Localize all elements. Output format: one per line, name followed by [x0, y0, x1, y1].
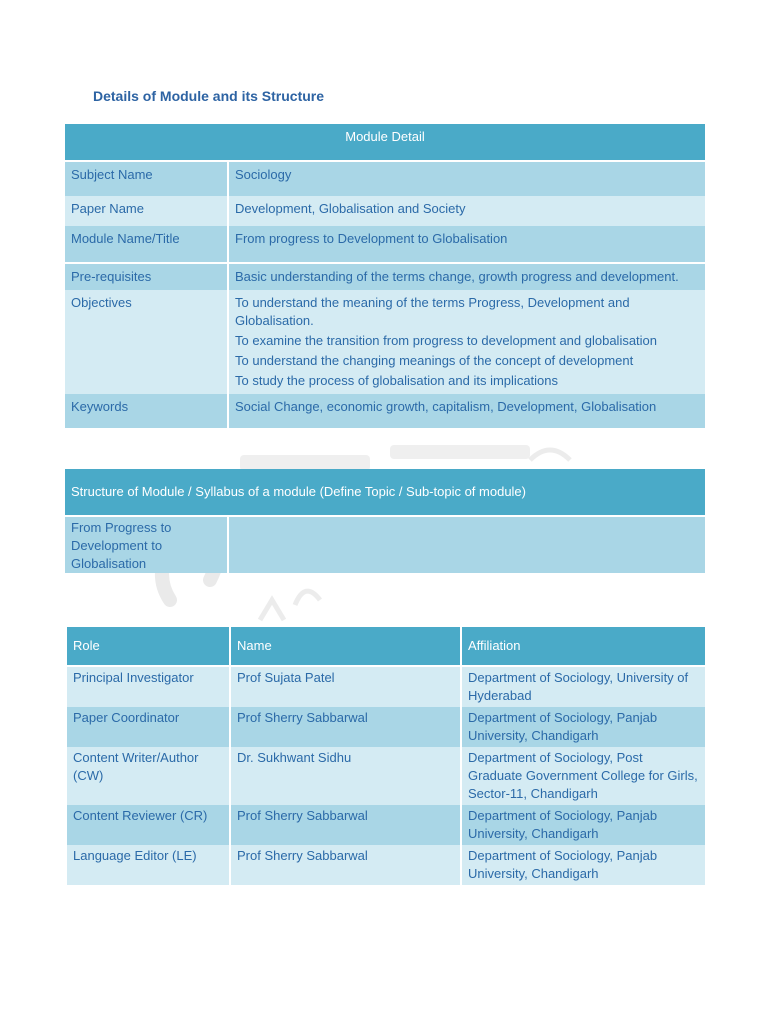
table-row: [65, 515, 705, 573]
objective-item: To study the process of globalisation and its implications: [235, 373, 559, 388]
table-row: [65, 226, 705, 262]
table-row: [65, 196, 705, 226]
table-row: [65, 160, 705, 196]
module-detail-header: Module Detail: [345, 129, 425, 144]
module-detail-table: [65, 124, 705, 428]
row-label: Subject Name: [65, 160, 229, 196]
row-label: Module Name/Title: [65, 226, 229, 262]
role-cell: Language Editor (LE): [67, 845, 231, 885]
table-row: [67, 805, 705, 845]
module-detail-header-row: [65, 124, 705, 160]
name-cell: Dr. Sukhwant Sidhu: [231, 747, 462, 805]
table-row: [65, 290, 705, 394]
name-cell: Prof Sherry Sabbarwal: [231, 707, 462, 747]
row-label: Pre-requisites: [65, 262, 229, 290]
objective-item: To understand the changing meanings of the concept of development: [235, 353, 634, 368]
name-cell: Prof Sujata Patel: [231, 665, 462, 707]
affiliation-cell: Department of Sociology, Post Graduate Government College for Girls, Sector-11, Chandigarh: [462, 747, 705, 805]
credits-header-row: [67, 627, 705, 665]
name-cell: Prof Sherry Sabbarwal: [231, 845, 462, 885]
table-row: [67, 665, 705, 707]
header-name: Name: [231, 627, 462, 665]
role-cell: Content Reviewer (CR): [67, 805, 231, 845]
affiliation-cell: Department of Sociology, University of Hyderabad: [462, 665, 705, 707]
header-affiliation: Affiliation: [468, 638, 521, 653]
row-value: Development, Globalisation and Society: [229, 196, 705, 226]
objective-item: To examine the transition from progress to development and globalisation: [235, 333, 658, 348]
row-label: Keywords: [65, 394, 229, 428]
credits-table: [67, 627, 705, 885]
subtopic-cell: [229, 515, 705, 573]
affiliation-cell: Department of Sociology, Panjab University, Chandigarh: [462, 707, 705, 747]
objective-item: To understand the meaning of the terms Progress, Development and Globalisation.: [235, 295, 630, 328]
row-value: Social Change, economic growth, capitalism, Development, Globalisation: [229, 394, 705, 428]
table-row: [67, 845, 705, 885]
objectives-list: [229, 290, 705, 394]
row-value: From progress to Development to Globalisation: [229, 226, 705, 262]
affiliation-cell: Department of Sociology, Panjab University, Chandigarh: [462, 805, 705, 845]
table-row: [67, 707, 705, 747]
table-row: [65, 262, 705, 290]
topic-cell: From Progress to Development to Globalisation: [65, 515, 229, 573]
header-role: Role: [67, 627, 231, 665]
affiliation-cell: Department of Sociology, Panjab University, Chandigarh: [462, 845, 705, 885]
structure-header: Structure of Module / Syllabus of a module (Define Topic / Sub-topic of module): [71, 484, 526, 499]
row-label: Paper Name: [65, 196, 229, 226]
row-value: Sociology: [229, 160, 705, 196]
table-row: [67, 747, 705, 805]
structure-header-row: [65, 469, 705, 515]
structure-table: [65, 469, 705, 573]
table-row: [65, 394, 705, 428]
role-cell: Content Writer/Author (CW): [67, 747, 231, 805]
name-cell: Prof Sherry Sabbarwal: [231, 805, 462, 845]
page-title: Details of Module and its Structure: [93, 88, 325, 104]
row-value: Basic understanding of the terms change, growth progress and development.: [229, 262, 705, 290]
row-label: Objectives: [65, 290, 229, 394]
role-cell: Paper Coordinator: [67, 707, 231, 747]
role-cell: Principal Investigator: [67, 665, 231, 707]
